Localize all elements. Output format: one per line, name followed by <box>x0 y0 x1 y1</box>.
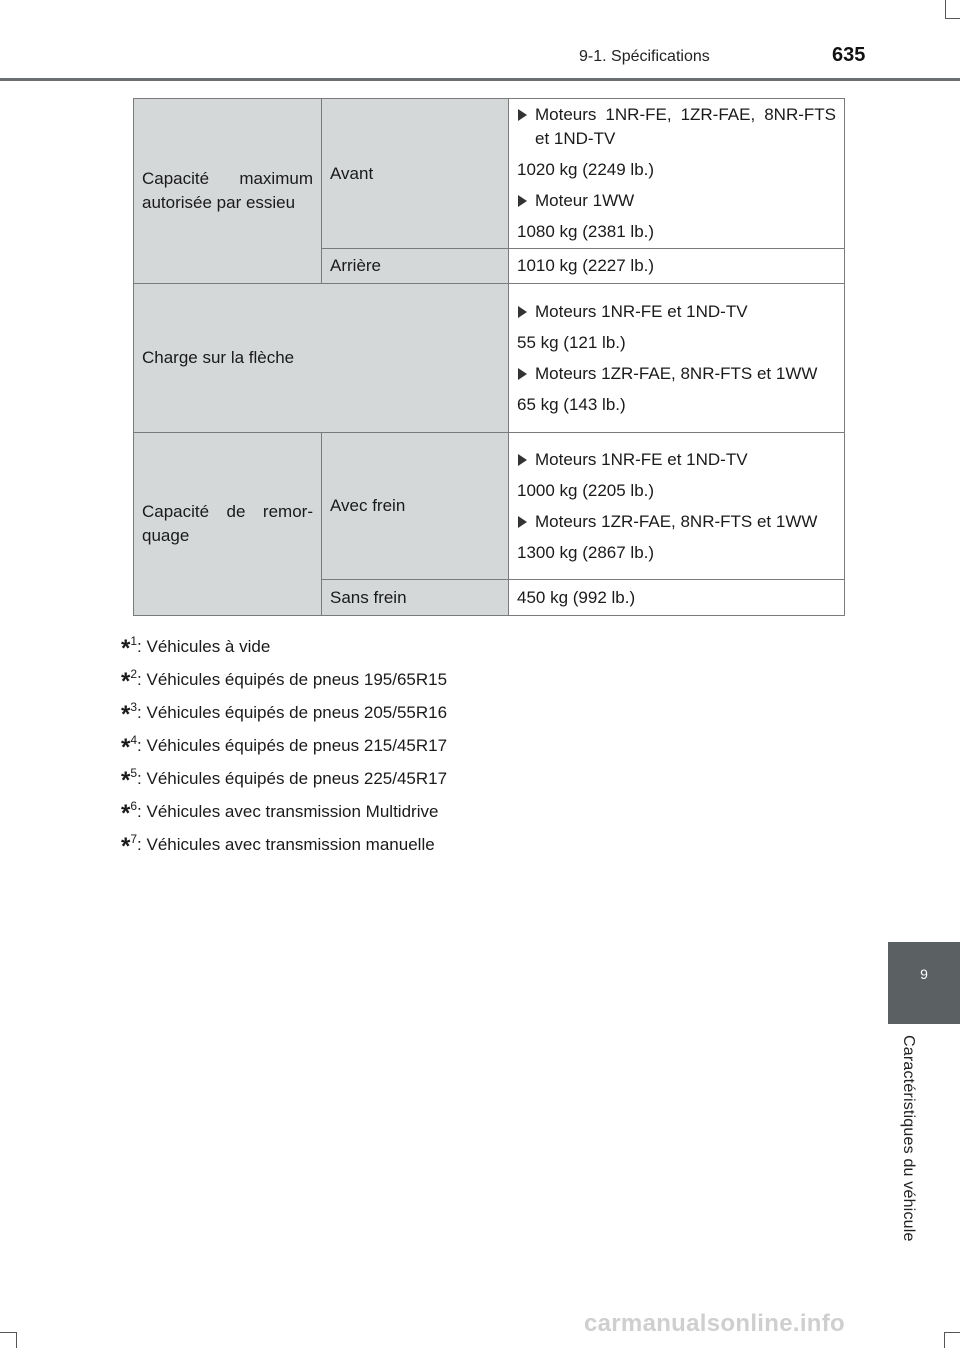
engine-label: Moteur 1WW <box>535 191 635 210</box>
drawbar-load-label: Charge sur la flèche <box>134 284 509 433</box>
page-number: 635 <box>832 44 866 66</box>
weight-value: 1020 kg (2249 lb.) <box>517 160 655 179</box>
crop-mark <box>0 1332 16 1333</box>
chapter-number: 9 <box>920 966 928 982</box>
towing-capacity-label: Capacité de remor-quage <box>134 433 322 616</box>
footnote-text: : Véhicules avec transmission Multidrive <box>137 802 439 821</box>
front-label: Avant <box>322 99 509 249</box>
without-brake-value: 450 kg (992 lb.) <box>509 580 845 616</box>
table-row <box>134 433 845 580</box>
rear-label: Arrière <box>322 249 509 284</box>
footnote <box>121 766 447 799</box>
chapter-label: Caractéristiques du véhicule <box>900 1035 917 1242</box>
footnote-number: 6 <box>130 799 138 813</box>
rear-value: 1010 kg (2227 lb.) <box>509 249 845 284</box>
footnote-number: 3 <box>130 700 138 714</box>
weight-value: 1080 kg (2381 lb.) <box>517 222 655 241</box>
footnote-text: : Véhicules équipés de pneus 215/45R17 <box>137 736 448 755</box>
list-item <box>517 448 836 472</box>
without-brake-label: Sans frein <box>322 580 509 616</box>
crop-mark <box>944 1332 945 1348</box>
weight-value: 1000 kg (2205 lb.) <box>517 480 655 500</box>
footnote-mark: * <box>121 800 131 827</box>
engine-label: Moteurs 1NR-FE et 1ND-TV <box>535 301 748 321</box>
watermark: carmanualsonline.info <box>584 1310 846 1337</box>
bullet-arrow-icon <box>518 516 527 528</box>
list-item <box>517 300 836 324</box>
footnote <box>121 634 447 667</box>
weight-value: 55 kg (121 lb.) <box>517 332 626 352</box>
list-item <box>517 103 836 151</box>
footnote-mark: * <box>121 635 131 662</box>
footnote-text: : Véhicules équipés de pneus 225/45R17 <box>137 769 448 788</box>
crop-mark <box>945 18 960 19</box>
engine-label: Moteurs 1ZR-FAE, 8NR-FTS et 1WW <box>535 363 818 383</box>
list-item <box>517 510 836 534</box>
footnote <box>121 700 447 733</box>
weight-value: 1300 kg (2867 lb.) <box>517 542 655 562</box>
footnote-number: 5 <box>130 766 138 780</box>
weight-value: 65 kg (143 lb.) <box>517 394 626 414</box>
footnote-number: 4 <box>130 733 138 747</box>
engine-label: Moteurs 1ZR-FAE, 8NR-FTS et 1WW <box>535 511 818 531</box>
footnote-number: 1 <box>130 634 138 648</box>
chapter-tab <box>888 942 960 1024</box>
header-divider <box>0 78 960 81</box>
engine-label: Moteurs 1NR-FE et 1ND-TV <box>535 449 748 469</box>
table-row <box>134 99 845 249</box>
footnote-mark: * <box>121 767 131 794</box>
footnote-mark: * <box>121 701 131 728</box>
footnote <box>121 799 447 832</box>
footnote-number: 2 <box>130 667 138 681</box>
list-item <box>517 362 836 386</box>
footnote-text: : Véhicules à vide <box>137 637 271 656</box>
with-brake-values <box>509 433 845 580</box>
spec-table <box>133 98 845 616</box>
table-row <box>134 284 845 433</box>
footnote <box>121 832 447 865</box>
crop-mark <box>945 0 946 18</box>
with-brake-label: Avec frein <box>322 433 509 580</box>
bullet-arrow-icon <box>518 109 527 121</box>
footnote-text: : Véhicules avec transmission manuelle <box>137 835 435 854</box>
drawbar-values <box>509 284 845 433</box>
footnote-text: : Véhicules équipés de pneus 195/65R15 <box>137 670 448 689</box>
axle-capacity-label: Capacité maximum autorisée par essieu <box>134 99 322 284</box>
footnote-mark: * <box>121 668 131 695</box>
section-title: 9-1. Spécifications <box>579 48 710 65</box>
bullet-arrow-icon <box>518 454 527 466</box>
footnote-number: 7 <box>130 832 138 846</box>
footnote <box>121 667 447 700</box>
footnote-text: : Véhicules équipés de pneus 205/55R16 <box>137 703 448 722</box>
footnote-mark: * <box>121 833 131 860</box>
footnotes <box>121 634 447 865</box>
engine-label: Moteurs 1NR-FE, 1ZR-FAE, 8NR-FTS et 1ND-TV <box>535 105 836 148</box>
list-item <box>517 189 836 213</box>
front-values <box>509 99 845 249</box>
footnote-mark: * <box>121 734 131 761</box>
footnote <box>121 733 447 766</box>
crop-mark <box>16 1332 17 1348</box>
bullet-arrow-icon <box>518 306 527 318</box>
bullet-arrow-icon <box>518 368 527 380</box>
bullet-arrow-icon <box>518 195 527 207</box>
crop-mark <box>944 1332 960 1333</box>
